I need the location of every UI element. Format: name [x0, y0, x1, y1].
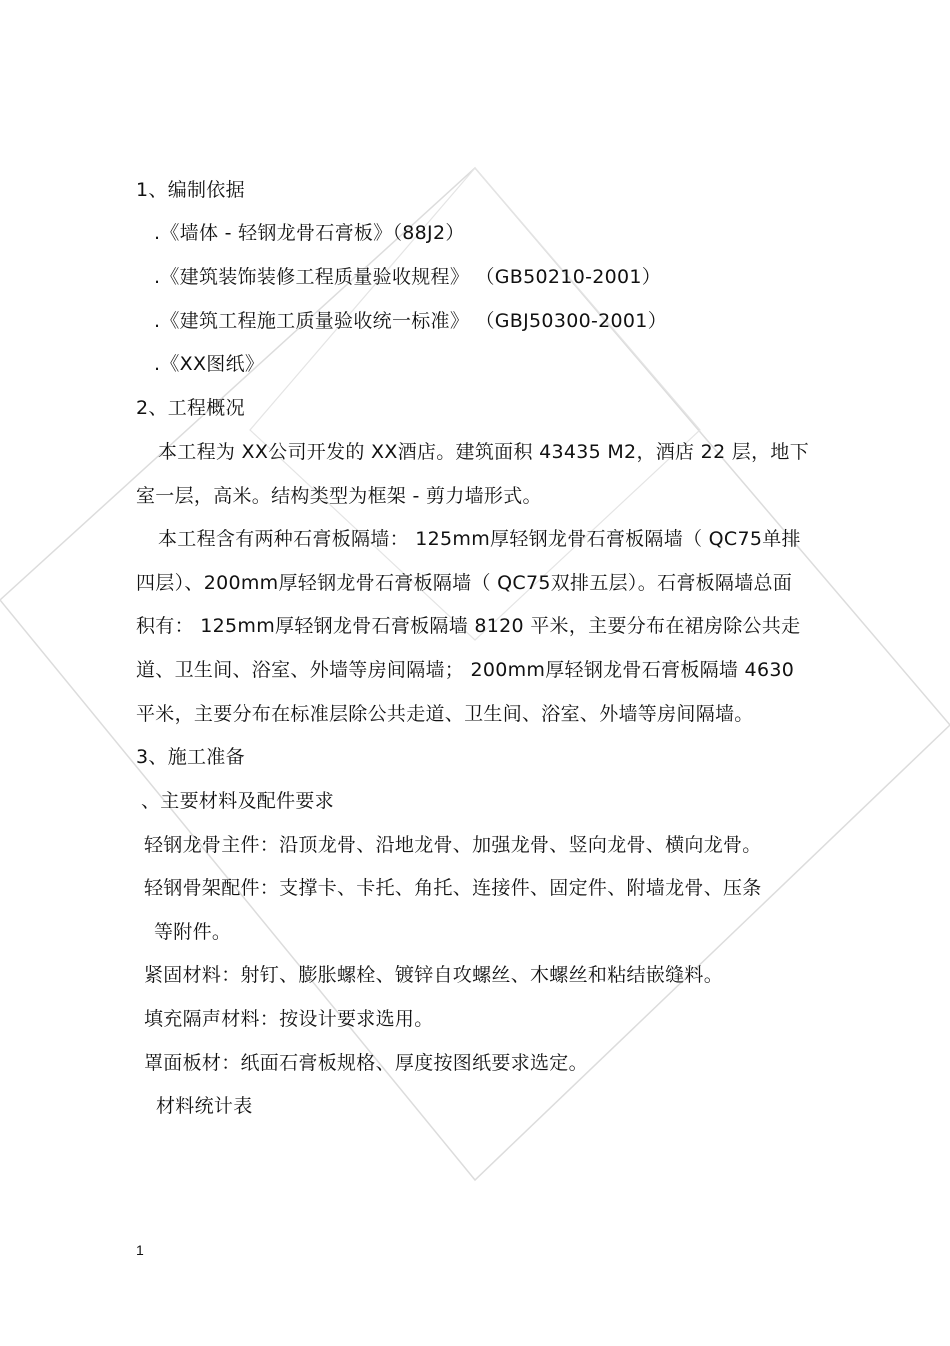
overview-line: 本工程为 XX公司开发的 XX酒店。建筑面积 43435 M2，酒店 22 层，地下 — [158, 441, 810, 463]
overview-line: 平米，主要分布在标准层除公共走道、卫生间、浴室、外墙等房间隔墙。 — [136, 703, 754, 725]
preparation-line: 紧固材料：射钉、膨胀螺栓、镀锌自攻螺丝、木螺丝和粘结嵌缝料。 — [144, 964, 724, 986]
basis-item: .《建筑装饰装修工程质量验收规程》 （GB50210-2001） — [154, 266, 662, 288]
overview-line: 本工程含有两种石膏板隔墙： 125mm厚轻钢龙骨石膏板隔墙（ QC75单排 — [158, 528, 801, 550]
section-heading-basis: 1、编制依据 — [136, 179, 245, 201]
preparation-line: 轻钢骨架配件：支撑卡、卡托、角托、连接件、固定件、附墙龙骨、压条 — [144, 877, 762, 899]
page-number: 1 — [136, 1242, 144, 1258]
basis-item: .《建筑工程施工质量验收统一标准》 （GBJ50300-2001） — [154, 310, 667, 332]
material-table-caption: 材料统计表 — [156, 1095, 253, 1117]
overview-line: 四层）、200mm厚轻钢龙骨石膏板隔墙（ QC75双排五层）。石膏板隔墙总面 — [136, 572, 793, 594]
preparation-line: 等附件。 — [154, 921, 232, 943]
preparation-line: 罩面板材：纸面石膏板规格、厚度按图纸要求选定。 — [144, 1052, 588, 1074]
overview-line: 道、卫生间、浴室、外墙等房间隔墙； 200mm厚轻钢龙骨石膏板隔墙 4630 — [136, 659, 795, 681]
section-heading-overview: 2、工程概况 — [136, 397, 245, 419]
preparation-line: 、主要材料及配件要求 — [141, 790, 335, 812]
section-heading-preparation: 3、施工准备 — [136, 746, 245, 768]
basis-item: .《XX图纸》 — [154, 353, 265, 375]
preparation-line: 轻钢龙骨主件：沿顶龙骨、沿地龙骨、加强龙骨、竖向龙骨、横向龙骨。 — [144, 834, 762, 856]
overview-line: 室一层，高米。结构类型为框架 - 剪力墙形式。 — [136, 485, 542, 507]
preparation-line: 填充隔声材料：按设计要求选用。 — [144, 1008, 434, 1030]
overview-line: 积有： 125mm厚轻钢龙骨石膏板隔墙 8120 平米，主要分布在裙房除公共走 — [136, 615, 801, 637]
basis-item: .《墙体 - 轻钢龙骨石膏板》（88J2） — [154, 222, 465, 244]
